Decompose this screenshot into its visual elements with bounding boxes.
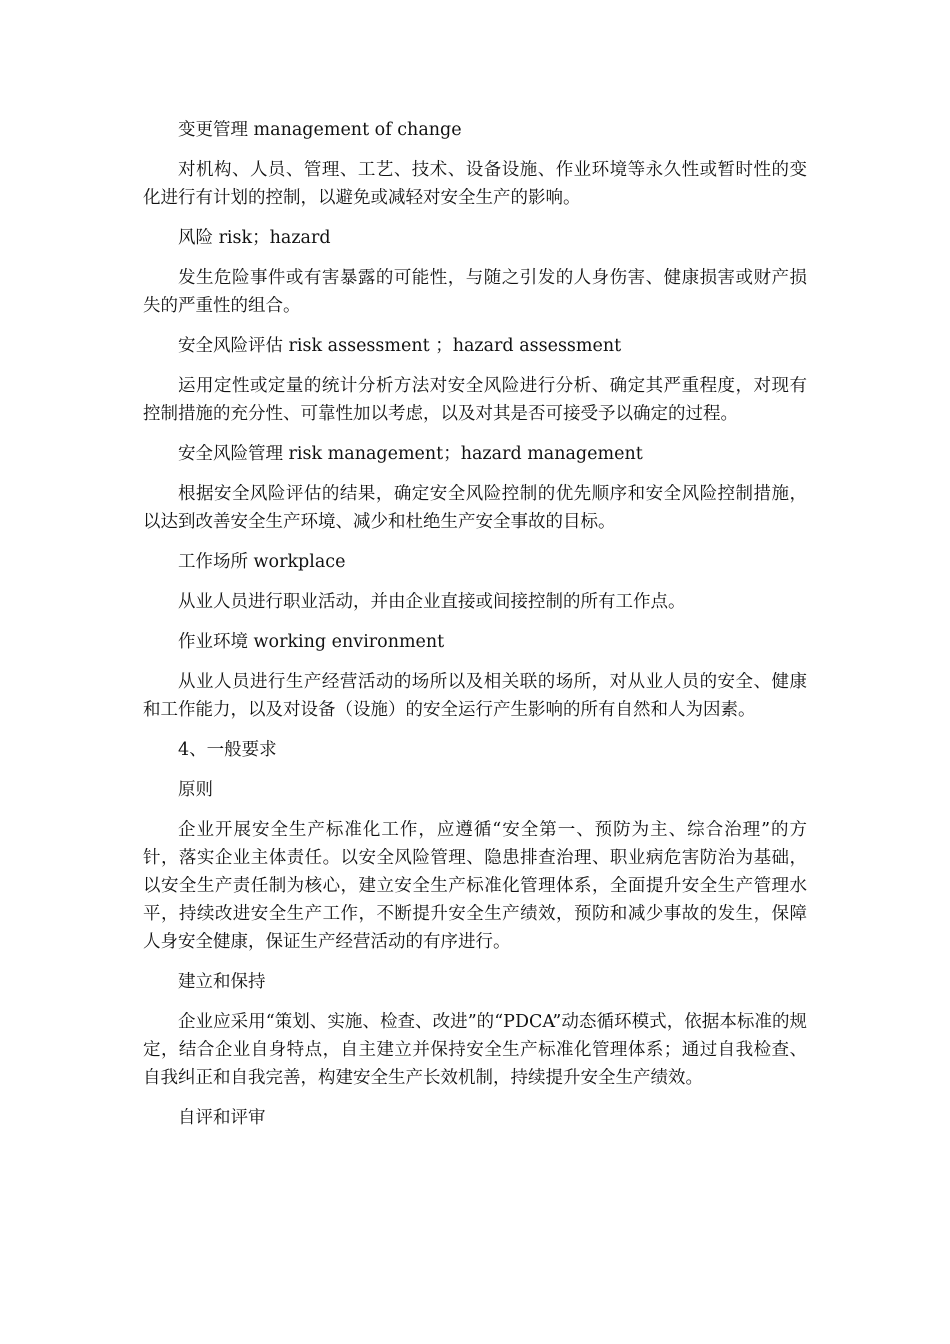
term-heading: 工作场所 workplace xyxy=(178,552,346,572)
definition-paragraph: 从业人员进行生产经营活动的场所以及相关联的场所，对从业人员的安全、健康和工作能力，以及对设备（设施）的安全运行产生影响的所有自然和人为因素。 xyxy=(143,672,807,720)
definition-paragraph: 发生危险事件或有害暴露的可能性，与随之引发的人身伤害、健康损害或财产损失的严重性的组合。 xyxy=(143,268,807,316)
section-heading: 4、一般要求 xyxy=(178,740,277,760)
term-heading: 安全风险管理 risk management；hazard management xyxy=(178,444,643,464)
definition-paragraph: 根据安全风险评估的结果，确定安全风险控制的优先顺序和安全风险控制措施，以达到改善安全生产环境、减少和杜绝生产安全事故的目标。 xyxy=(143,484,807,532)
document-body xyxy=(143,116,807,1144)
definition-paragraph: 对机构、人员、管理、工艺、技术、设备设施、作业环境等永久性或暂时性的变化进行有计划的控制，以避免或减轻对安全生产的影响。 xyxy=(143,160,807,208)
definition-paragraph: 运用定性或定量的统计分析方法对安全风险进行分析、确定其严重程度，对现有控制措施的充分性、可靠性加以考虑，以及对其是否可接受予以确定的过程。 xyxy=(143,376,807,424)
subsection-heading: 建立和保持 xyxy=(178,972,266,992)
term-heading: 安全风险评估 risk assessment ；hazard assessment xyxy=(178,336,622,356)
body-paragraph: 企业应采用“策划、实施、检查、改进”的“PDCA”动态循环模式，依据本标准的规定，结合企业自身特点，自主建立并保持安全生产标准化管理体系；通过自我检查、自我纠正和自我完善，构建安全生产长效机制，持续提升安全生产绩效。 xyxy=(143,1012,807,1088)
subsection-heading: 自评和评审 xyxy=(178,1108,266,1128)
body-paragraph: 企业开展安全生产标准化工作，应遵循“安全第一、预防为主、综合治理”的方针，落实企业主体责任。以安全风险管理、隐患排查治理、职业病危害防治为基础，以安全生产责任制为核心，建立安全生产标准化管理体系，全面提升安全生产管理水平，持续改进安全生产工作，不断提升安全生产绩效，预防和减少事故的发生，保障人身安全健康，保证生产经营活动的有序进行。 xyxy=(143,820,807,952)
term-heading: 风险 risk；hazard xyxy=(178,228,331,248)
term-heading: 变更管理 management of change xyxy=(178,120,462,140)
definition-paragraph: 从业人员进行职业活动，并由企业直接或间接控制的所有工作点。 xyxy=(178,592,686,612)
term-heading: 作业环境 working environment xyxy=(178,632,445,652)
subsection-heading: 原则 xyxy=(178,780,213,800)
